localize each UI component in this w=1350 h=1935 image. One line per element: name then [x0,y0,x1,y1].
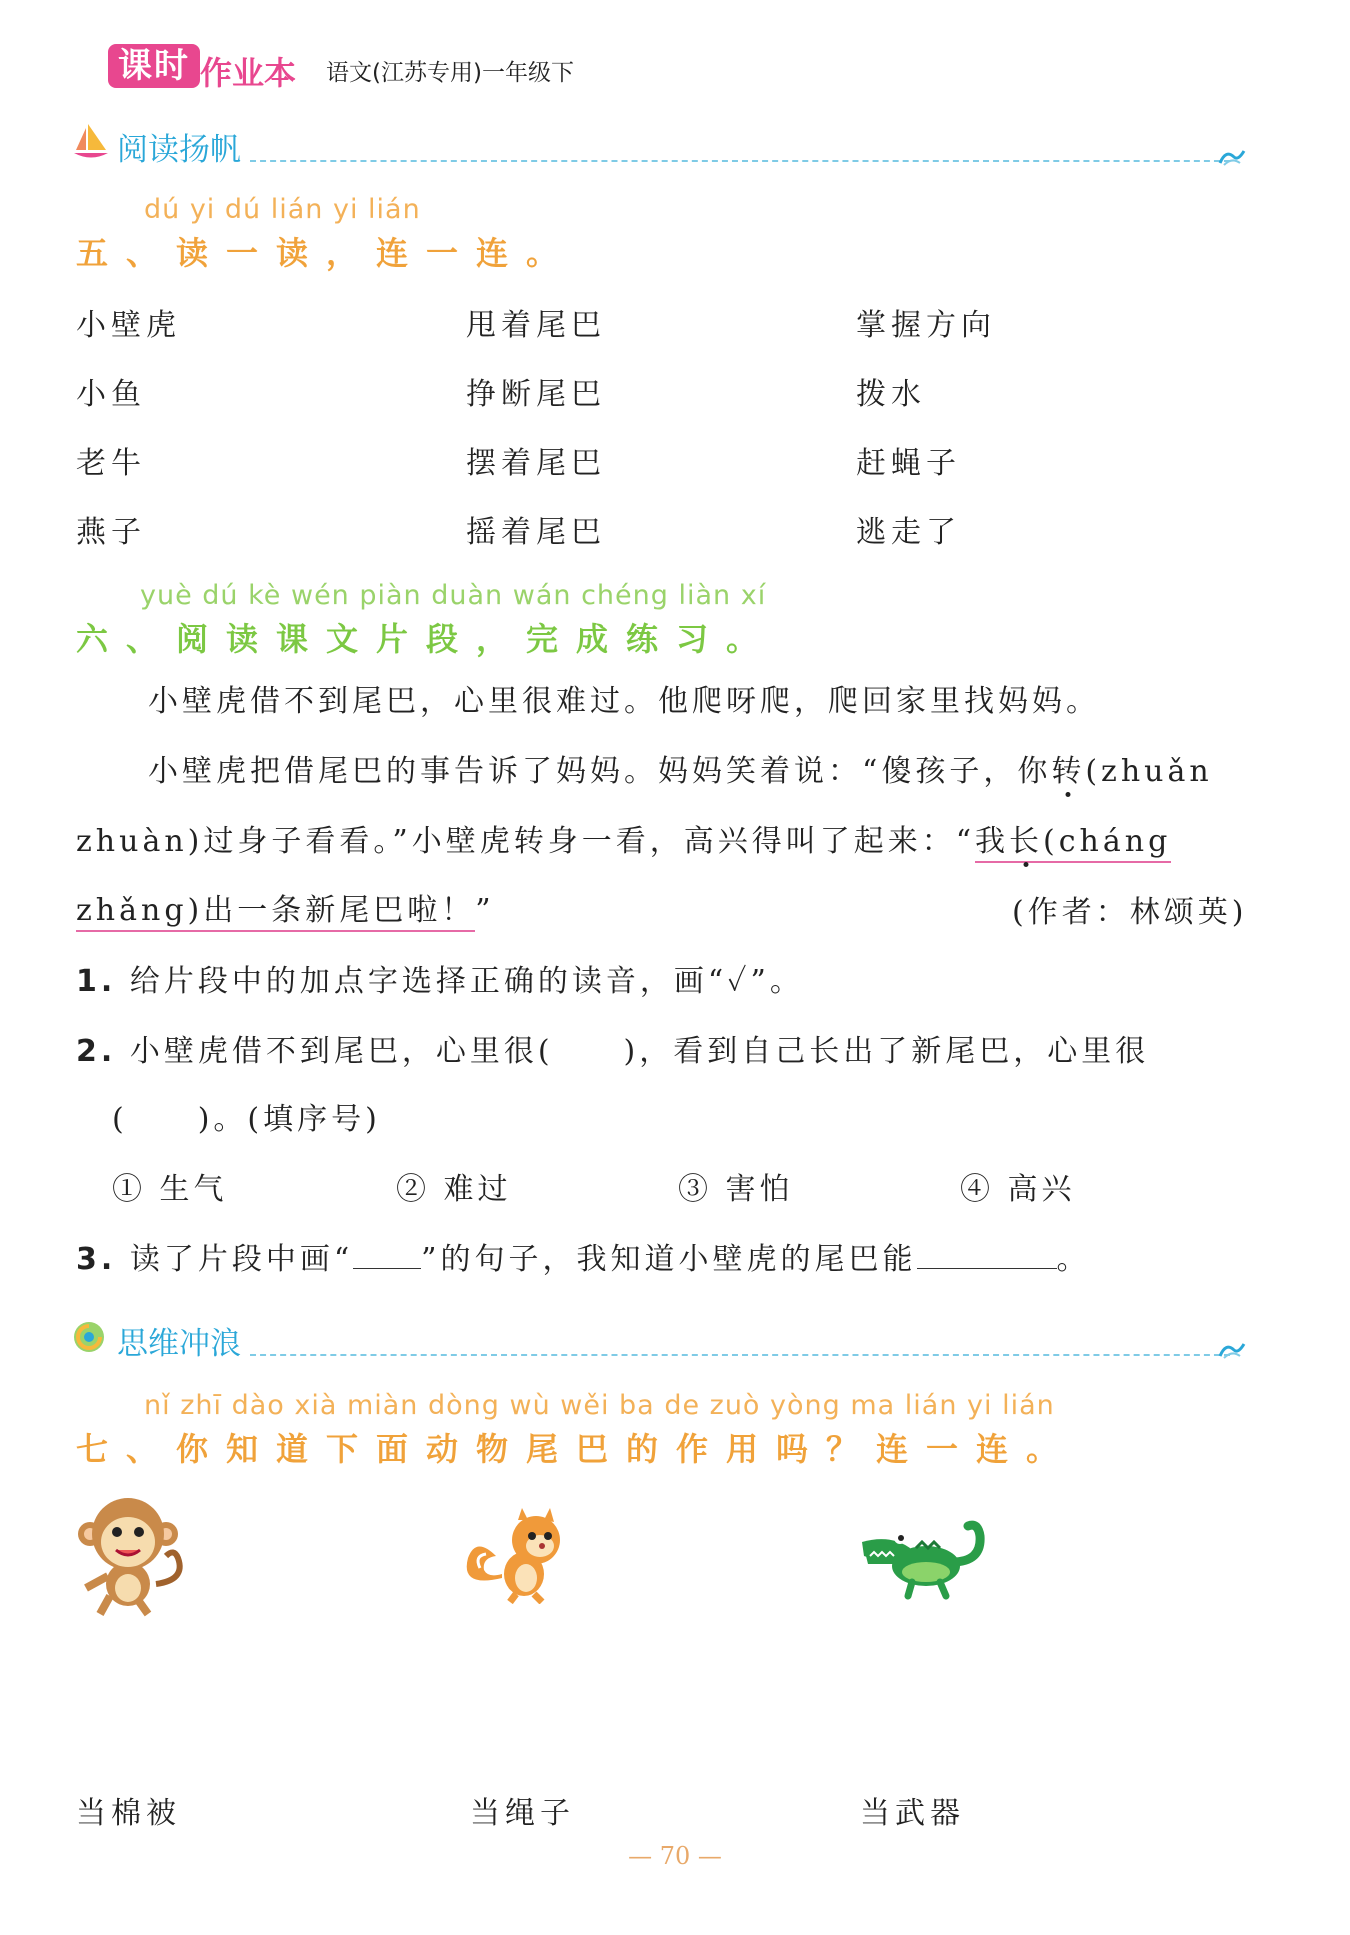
q5-title: 五、读一读，连一连。 [76,234,577,272]
section-title-thinking: 思维冲浪 [117,1326,241,1362]
tail-use-item[interactable]: 当绳子 [470,1796,575,1831]
q5-col3-item[interactable]: 掌握方向 [856,308,996,343]
dotted-char: 长 [1009,824,1044,859]
section-title-reading: 阅读扬帆 [117,132,241,168]
option-item[interactable]: ① 生气 [112,1172,228,1207]
section-divider [250,1354,1230,1356]
underlined-sentence: zhǎng)出一条新尾巴啦！ [76,893,475,932]
q7-pinyin: nǐ zhī dào xià miàn dòng wù wěi ba de zuò yòng ma lián yi lián [144,1390,1055,1421]
wave-icon [1218,1338,1248,1360]
page-number: — 70 — [628,1842,722,1870]
passage-paragraph-2: 小壁虎把借尾巴的事告诉了妈妈。妈妈笑着说：“傻孩子，你转(zhuǎn [148,754,1213,789]
passage-line-4: zhǎng)出一条新尾巴啦！” [76,893,495,929]
option-item[interactable]: ② 难过 [396,1172,512,1207]
option-item[interactable]: ④ 高兴 [960,1172,1076,1207]
passage-paragraph-1: 小壁虎借不到尾巴，心里很难过。他爬呀爬，爬回家里找妈妈。 [148,684,1100,719]
underlined-sentence: 我长(cháng [975,824,1171,863]
q5-col1-item[interactable]: 燕子 [76,515,146,550]
wave-icon [1218,145,1248,167]
tail-use-item[interactable]: 当武器 [860,1796,965,1831]
brand-badge: 课时 [108,44,200,88]
q7-title: 七、你知道下面动物尾巴的作用吗？连一连。 [76,1430,1077,1468]
sailboat-icon [74,122,108,162]
q5-col3-item[interactable]: 赶蝇子 [856,446,961,481]
passage-author: (作者：林颂英) [1012,895,1248,930]
monkey-image[interactable] [70,1492,190,1618]
option-item[interactable]: ③ 害怕 [678,1172,794,1207]
answer-blank[interactable] [353,1242,421,1269]
q6-pinyin: yuè dú kè wén piàn duàn wán chéng liàn xí [140,580,767,611]
q6-title: 六、阅读课文片段，完成练习。 [76,620,777,658]
book-subtitle: 语文(江苏专用)一年级下 [326,60,574,86]
q5-col1-item[interactable]: 老牛 [76,446,146,481]
q6-question-2-cont: ( )。(填序号) [112,1102,381,1137]
dotted-char: 转 [1051,754,1086,789]
answer-blank[interactable] [917,1242,1057,1269]
q5-col1-item[interactable]: 小壁虎 [76,308,181,343]
q5-col3-item[interactable]: 逃走了 [856,515,961,550]
q5-col3-item[interactable]: 拨水 [856,377,926,412]
swirl-icon [72,1320,106,1354]
q6-question-1: 1. 给片段中的加点字选择正确的读音，画“✓”。 [76,964,804,999]
passage-line-3: zhuàn)过身子看看。”小壁虎转身一看，高兴得叫了起来：“我长(cháng [76,824,1171,860]
q6-question-2: 2. 小壁虎借不到尾巴，心里很( )，看到自己长出了新尾巴，心里很 [76,1034,1150,1069]
q5-col2-item[interactable]: 挣断尾巴 [466,377,606,412]
squirrel-image[interactable] [462,1508,572,1604]
section-divider [250,160,1230,162]
q5-pinyin: dú yi dú lián yi lián [144,194,421,225]
brand-suffix: 作业本 [200,54,297,92]
tail-use-item[interactable]: 当棉被 [76,1796,181,1831]
q5-col2-item[interactable]: 摇着尾巴 [466,515,606,550]
q5-col2-item[interactable]: 摆着尾巴 [466,446,606,481]
q5-col1-item[interactable]: 小鱼 [76,377,146,412]
q5-col2-item[interactable]: 甩着尾巴 [466,308,606,343]
crocodile-image[interactable] [856,1512,986,1602]
q6-question-3: 3. 读了片段中画“ ”的句子，我知道小壁虎的尾巴能 。 [76,1242,1091,1277]
